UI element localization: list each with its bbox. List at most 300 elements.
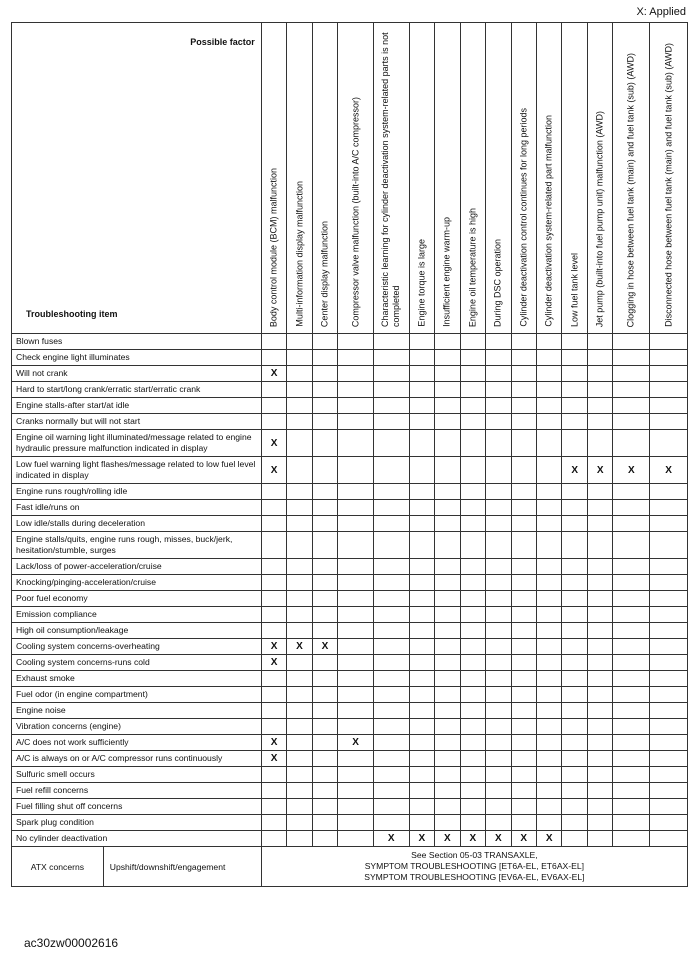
applied-cell (287, 366, 312, 382)
table-row (12, 639, 688, 655)
applied-cell (587, 799, 612, 815)
table-row (12, 703, 688, 719)
applied-cell (486, 783, 511, 799)
applied-cell (613, 430, 650, 457)
applied-cell (613, 398, 650, 414)
applied-cell (587, 623, 612, 639)
applied-cell (287, 591, 312, 607)
applied-cell (261, 334, 286, 350)
applied-cell (537, 607, 562, 623)
applied-cell (613, 687, 650, 703)
applied-cell (486, 500, 511, 516)
applied-cell (511, 639, 536, 655)
factor-header (511, 23, 536, 334)
applied-cell (435, 350, 460, 366)
applied-cell (613, 414, 650, 430)
factor-header (486, 23, 511, 334)
table-row (12, 366, 688, 382)
table-row (12, 783, 688, 799)
applied-cell (486, 382, 511, 398)
applied-cell (373, 350, 409, 366)
applied-cell (587, 559, 612, 575)
applied-cell (537, 457, 562, 484)
applied-cell (261, 414, 286, 430)
applied-cell (435, 687, 460, 703)
applied-cell (460, 484, 485, 500)
applied-cell (409, 655, 434, 671)
applied-cell (562, 484, 587, 500)
applied-cell (486, 457, 511, 484)
applied-cell (287, 457, 312, 484)
applied-cell (460, 516, 485, 532)
applied-cell (613, 350, 650, 366)
applied-cell (486, 414, 511, 430)
applied-cell (435, 623, 460, 639)
applied-cell (409, 516, 434, 532)
applied-cell (486, 366, 511, 382)
applied-mark: X (270, 464, 278, 476)
applied-cell (312, 516, 337, 532)
applied-cell (261, 831, 286, 847)
applied-cell (261, 623, 286, 639)
applied-cell (650, 831, 688, 847)
applied-mark: X (270, 641, 278, 652)
applied-cell (287, 623, 312, 639)
applied-cell (511, 687, 536, 703)
applied-cell (587, 607, 612, 623)
troubleshooting-item: Engine stalls-after start/at idle (12, 398, 262, 414)
table-row (12, 591, 688, 607)
applied-cell (511, 623, 536, 639)
applied-cell (338, 799, 374, 815)
applied-cell (338, 559, 374, 575)
applied-cell (511, 719, 536, 735)
factor-label: During DSC operation (492, 238, 503, 327)
applied-cell (460, 719, 485, 735)
applied-cell (650, 623, 688, 639)
applied-cell (409, 575, 434, 591)
table-row (12, 623, 688, 639)
troubleshooting-item: Knocking/pinging-acceleration/cruise (12, 575, 262, 591)
applied-cell (435, 414, 460, 430)
applied-cell (562, 799, 587, 815)
table-row (12, 719, 688, 735)
applied-cell (338, 607, 374, 623)
applied-cell (287, 414, 312, 430)
applied-cell (312, 799, 337, 815)
applied-cell (587, 591, 612, 607)
applied-cell (338, 457, 374, 484)
applied-cell (613, 783, 650, 799)
applied-cell (261, 671, 286, 687)
applied-cell (511, 607, 536, 623)
troubleshooting-item: Fast idle/runs on (12, 500, 262, 516)
applied-cell (460, 799, 485, 815)
applied-cell (650, 532, 688, 559)
applied-cell (562, 623, 587, 639)
applied-cell (338, 484, 374, 500)
applied-cell (650, 783, 688, 799)
applied-cell (511, 751, 536, 767)
troubleshooting-table (11, 22, 688, 887)
applied-mark: X (665, 464, 672, 476)
applied-cell (435, 500, 460, 516)
applied-cell (486, 719, 511, 735)
applied-cell (312, 815, 337, 831)
applied-cell (373, 591, 409, 607)
applied-cell (562, 559, 587, 575)
applied-cell (650, 516, 688, 532)
applied-cell (537, 532, 562, 559)
applied-cell (613, 767, 650, 783)
factor-header (261, 23, 286, 334)
applied-cell (511, 382, 536, 398)
applied-mark: X (270, 657, 278, 668)
applied-cell (460, 751, 485, 767)
applied-cell (650, 639, 688, 655)
applied-cell (409, 831, 434, 847)
factor-label: Characteristic learning for cylinder deactivation system-related parts is not completed (380, 32, 402, 327)
applied-cell (511, 735, 536, 751)
applied-cell (373, 516, 409, 532)
applied-cell (486, 799, 511, 815)
applied-cell (587, 484, 612, 500)
applied-cell (537, 719, 562, 735)
applied-cell (435, 457, 460, 484)
applied-cell (435, 430, 460, 457)
applied-cell (409, 457, 434, 484)
applied-cell (460, 735, 485, 751)
applied-cell (261, 703, 286, 719)
applied-cell (587, 687, 612, 703)
applied-cell (338, 815, 374, 831)
applied-cell (460, 831, 485, 847)
applied-cell (650, 575, 688, 591)
applied-cell (287, 783, 312, 799)
applied-mark: X (270, 737, 278, 748)
table-row (12, 350, 688, 366)
atx-note-line: See Section 05-03 TRANSAXLE, (411, 850, 538, 860)
applied-cell (537, 687, 562, 703)
applied-cell (373, 655, 409, 671)
applied-cell (312, 719, 337, 735)
applied-cell (562, 719, 587, 735)
applied-cell (650, 799, 688, 815)
applied-cell (587, 382, 612, 398)
applied-cell (373, 703, 409, 719)
troubleshooting-item: Poor fuel economy (12, 591, 262, 607)
applied-cell (562, 591, 587, 607)
applied-cell (460, 687, 485, 703)
factor-header (650, 23, 688, 334)
applied-cell (486, 767, 511, 783)
applied-cell (613, 575, 650, 591)
applied-cell (435, 735, 460, 751)
applied-cell (435, 767, 460, 783)
applied-cell (373, 500, 409, 516)
applied-cell (650, 457, 688, 484)
table-row (12, 382, 688, 398)
applied-cell (562, 735, 587, 751)
applied-cell (409, 719, 434, 735)
applied-mark: X (418, 833, 426, 844)
applied-cell (537, 751, 562, 767)
applied-cell (537, 334, 562, 350)
troubleshooting-item: Vibration concerns (engine) (12, 719, 262, 735)
applied-cell (537, 575, 562, 591)
applied-cell (460, 703, 485, 719)
applied-cell (373, 639, 409, 655)
applied-cell (373, 532, 409, 559)
applied-cell (537, 799, 562, 815)
applied-cell (287, 655, 312, 671)
applied-cell (261, 735, 286, 751)
applied-cell (312, 484, 337, 500)
applied-cell (312, 500, 337, 516)
applied-cell (312, 687, 337, 703)
table-row (12, 575, 688, 591)
atx-reference-note (261, 847, 687, 887)
applied-cell (338, 366, 374, 382)
applied-cell (287, 500, 312, 516)
applied-cell (562, 366, 587, 382)
factor-header (613, 23, 650, 334)
applied-cell (613, 735, 650, 751)
applied-cell (486, 350, 511, 366)
applied-cell (537, 735, 562, 751)
applied-cell (338, 414, 374, 430)
applied-cell (287, 430, 312, 457)
applied-cell (435, 671, 460, 687)
troubleshooting-item: Engine runs rough/rolling idle (12, 484, 262, 500)
applied-cell (460, 607, 485, 623)
troubleshooting-item: A/C does not work sufficiently (12, 735, 262, 751)
applied-cell (287, 687, 312, 703)
applied-cell (587, 767, 612, 783)
applied-cell (562, 607, 587, 623)
applied-cell (562, 500, 587, 516)
applied-cell (261, 382, 286, 398)
factor-label: Disconnected hose between fuel tank (main) and fuel tank (sub) (AWD) (663, 43, 674, 327)
applied-cell (460, 366, 485, 382)
applied-cell (373, 751, 409, 767)
troubleshooting-item: Emission compliance (12, 607, 262, 623)
applied-cell (511, 559, 536, 575)
applied-cell (435, 575, 460, 591)
applied-mark: X (545, 833, 553, 844)
factor-header (562, 23, 587, 334)
applied-cell (312, 783, 337, 799)
applied-cell (650, 398, 688, 414)
applied-cell (562, 430, 587, 457)
applied-cell (338, 735, 374, 751)
applied-cell (338, 751, 374, 767)
applied-cell (650, 767, 688, 783)
applied-cell (287, 703, 312, 719)
applied-cell (338, 430, 374, 457)
applied-mark: X (352, 737, 359, 748)
factor-header (460, 23, 485, 334)
applied-cell (373, 607, 409, 623)
applied-cell (537, 382, 562, 398)
applied-cell (613, 639, 650, 655)
applied-cell (373, 783, 409, 799)
applied-cell (312, 334, 337, 350)
applied-cell (460, 575, 485, 591)
applied-cell (287, 350, 312, 366)
applied-cell (650, 591, 688, 607)
applied-cell (373, 831, 409, 847)
applied-cell (287, 735, 312, 751)
applied-cell (537, 559, 562, 575)
applied-cell (486, 559, 511, 575)
applied-cell (409, 350, 434, 366)
troubleshooting-item: Engine noise (12, 703, 262, 719)
applied-cell (373, 414, 409, 430)
applied-cell (409, 687, 434, 703)
applied-cell (409, 607, 434, 623)
applied-cell (409, 623, 434, 639)
applied-cell (287, 484, 312, 500)
applied-cell (562, 457, 587, 484)
applied-cell (587, 815, 612, 831)
applied-cell (511, 350, 536, 366)
applied-cell (486, 516, 511, 532)
applied-cell (373, 334, 409, 350)
applied-cell (287, 639, 312, 655)
applied-cell (409, 735, 434, 751)
applied-cell (587, 414, 612, 430)
applied-mark: X (571, 464, 579, 476)
applied-cell (587, 350, 612, 366)
applied-cell (409, 639, 434, 655)
applied-cell (562, 687, 587, 703)
applied-cell (562, 350, 587, 366)
applied-cell (562, 767, 587, 783)
factor-header (312, 23, 337, 334)
applied-cell (511, 430, 536, 457)
table-row (12, 414, 688, 430)
applied-cell (312, 382, 337, 398)
applied-cell (486, 623, 511, 639)
applied-cell (409, 334, 434, 350)
applied-cell (409, 430, 434, 457)
applied-cell (613, 671, 650, 687)
applied-cell (460, 783, 485, 799)
applied-cell (650, 430, 688, 457)
applied-cell (312, 398, 337, 414)
troubleshooting-item: Will not crank (12, 366, 262, 382)
applied-cell (287, 607, 312, 623)
applied-cell (613, 366, 650, 382)
table-row (12, 735, 688, 751)
applied-cell (409, 591, 434, 607)
applied-cell (312, 703, 337, 719)
applied-cell (486, 575, 511, 591)
applied-cell (650, 687, 688, 703)
applied-cell (435, 607, 460, 623)
applied-cell (562, 532, 587, 559)
applied-cell (373, 559, 409, 575)
applied-cell (312, 559, 337, 575)
applied-cell (435, 831, 460, 847)
factor-label: Engine torque is large (416, 239, 427, 327)
applied-cell (460, 334, 485, 350)
applied-cell (650, 484, 688, 500)
table-row (12, 430, 688, 457)
factor-header (537, 23, 562, 334)
applied-cell (650, 719, 688, 735)
applied-cell (373, 575, 409, 591)
applied-cell (486, 591, 511, 607)
applied-cell (287, 671, 312, 687)
applied-cell (562, 382, 587, 398)
applied-cell (312, 575, 337, 591)
applied-cell (613, 334, 650, 350)
applied-cell (613, 500, 650, 516)
applied-cell (537, 703, 562, 719)
applied-cell (650, 607, 688, 623)
applied-cell (435, 366, 460, 382)
applied-cell (261, 457, 286, 484)
applied-cell (587, 457, 612, 484)
applied-cell (373, 687, 409, 703)
applied-cell (460, 815, 485, 831)
applied-cell (511, 500, 536, 516)
applied-cell (486, 703, 511, 719)
applied-cell (511, 457, 536, 484)
applied-cell (613, 719, 650, 735)
applied-cell (312, 607, 337, 623)
applied-cell (435, 639, 460, 655)
applied-cell (287, 398, 312, 414)
applied-mark: X (270, 753, 278, 764)
applied-cell (373, 799, 409, 815)
applied-cell (261, 575, 286, 591)
troubleshooting-item: Fuel odor (in engine compartment) (12, 687, 262, 703)
applied-cell (261, 516, 286, 532)
applied-cell (409, 532, 434, 559)
applied-cell (338, 532, 374, 559)
applied-mark: X (270, 368, 278, 379)
table-row (12, 457, 688, 484)
applied-cell (409, 500, 434, 516)
applied-cell (435, 591, 460, 607)
applied-cell (338, 719, 374, 735)
troubleshooting-item: Cranks normally but will not start (12, 414, 262, 430)
applied-cell (373, 398, 409, 414)
applied-cell (587, 735, 612, 751)
applied-cell (373, 815, 409, 831)
applied-cell (460, 767, 485, 783)
applied-cell (435, 799, 460, 815)
applied-cell (338, 382, 374, 398)
applied-cell (613, 516, 650, 532)
applied-mark: X (387, 833, 395, 844)
troubleshooting-item: Fuel refill concerns (12, 783, 262, 799)
applied-cell (409, 671, 434, 687)
applied-cell (613, 799, 650, 815)
applied-mark: X (627, 464, 635, 476)
applied-cell (373, 382, 409, 398)
factor-header (373, 23, 409, 334)
applied-cell (587, 398, 612, 414)
applied-cell (338, 350, 374, 366)
applied-cell (261, 815, 286, 831)
applied-cell (587, 366, 612, 382)
applied-cell (562, 334, 587, 350)
applied-cell (338, 500, 374, 516)
